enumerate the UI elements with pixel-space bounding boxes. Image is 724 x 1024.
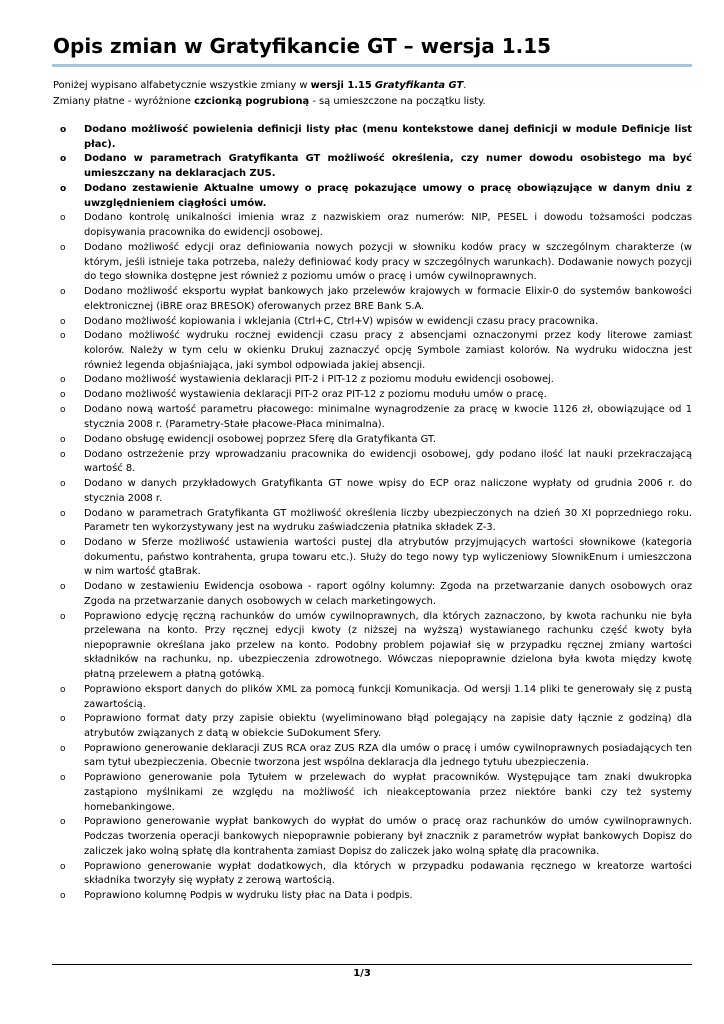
change-item <box>58 403 692 432</box>
bullet-icon: o <box>60 154 67 165</box>
change-item <box>58 182 692 211</box>
change-text: Dodano możliwość wystawienia deklaracji PIT-2 i PIT-12 z poziomu modułu ewidencji osobowej. <box>84 374 554 386</box>
change-item <box>58 580 692 609</box>
change-item <box>58 152 692 181</box>
change-item <box>58 329 692 373</box>
page-title: Opis zmian w Gratyfikancie GT – wersja 1.15 <box>53 34 552 58</box>
bullet-icon: o <box>60 390 66 401</box>
change-text: Poprawiono generowanie wypłat dodatkowych, dla których w przypadku podawania ręcznego w kreatorze wartości składnika tworzyły się wypłaty z zerową wartością. <box>84 860 692 887</box>
change-text: Dodano nową wartość parametru płacowego: minimalne wynagrodzenie za pracę w kwocie 1126 zł, obowiązujące od 1 stycznia 2008 r. (Parametry-Stałe płacowe-Płaca minimalna). <box>84 404 692 430</box>
bullet-icon: o <box>60 405 66 416</box>
change-text: Dodano możliwość wydruku rocznej ewidencji czasu pracy z absencjami oznaczonymi przez kody literowe zamiast kolorów. Należy w tym celu w okienku Drukuj zaznaczyć opcję Symbole zamiast kolorów. Na wydruku widoczna jest również legenda objaśniająca, jaki symbol odpowiada jakiej absencji. <box>84 330 692 371</box>
intro-line-1 <box>53 78 693 94</box>
bullet-icon: o <box>60 479 66 490</box>
intro-line-1-prefix: Poniżej wypisano alfabetycznie wszystkie zmiany w <box>53 80 311 91</box>
change-item <box>58 241 692 285</box>
change-text: Dodano kontrolę unikalności imienia wraz z nazwiskiem oraz numerów: NIP, PESEL i dowodu tożsamości podczas dopisywania pracownika do ewidencji osobowej. <box>84 212 692 239</box>
change-item <box>58 889 692 904</box>
intro-line-2-suffix: - są umieszczone na początku listy. <box>309 96 486 107</box>
change-text: Dodano możliwość powielenia definicji listy płac (menu kontekstowe danej definicji w module Definicje list płac). <box>84 124 692 150</box>
change-item <box>58 610 692 683</box>
change-item <box>58 507 692 536</box>
intro-bold-phrase: czcionką pogrubioną <box>194 96 310 107</box>
bullet-icon: o <box>60 449 66 460</box>
bullet-icon: o <box>60 684 66 695</box>
change-item <box>58 388 692 403</box>
bullet-icon: o <box>60 287 66 298</box>
change-item <box>58 815 692 859</box>
bullet-icon: o <box>60 125 67 135</box>
change-item <box>58 448 692 477</box>
intro-line-1-suffix: . <box>463 80 467 91</box>
bullet-icon: o <box>60 861 66 872</box>
bullet-icon: o <box>60 582 66 593</box>
change-item <box>58 285 692 314</box>
bullet-icon: o <box>60 743 66 754</box>
intro-product: Gratyfikanta GT <box>374 80 464 91</box>
change-text: Dodano w zestawieniu Ewidencja osobowa - raport ogólny kolumny: Zgoda na przetwarzanie danych osobowych oraz Zgoda na przetwarzanie danych osobowych w celach marketingowych. <box>84 581 692 607</box>
change-text: Poprawiono generowanie deklaracji ZUS RCA oraz ZUS RZA dla umów o pracę i umów cywilnoprawnych posiadających ten sam tytuł ubezpieczenia. Obecnie tworzona jest wspólna deklaracja dla jednego tytułu ubezpieczenia. <box>84 742 692 769</box>
bullet-icon: o <box>60 434 66 445</box>
change-text: Dodano możliwość wystawienia deklaracji PIT-2 oraz PIT-12 z poziomu modułu umów o pracę. <box>84 389 547 401</box>
change-text: Dodano zestawienie Aktualne umowy o pracę pokazujące umowy o pracę obowiązujące w danym dniu z uwzględnieniem ciągłości umów. <box>84 182 692 209</box>
bullet-icon: o <box>60 611 66 622</box>
bullet-icon: o <box>60 183 67 194</box>
change-text: Dodano w parametrach Gratyfikanta GT możliwość określenia liczby ubezpieczonych na dzień 30 XI poprzedniego roku. Parametr ten wykorzystywany jest na wydruku zaświadczenia płatnika składek Z-3. <box>84 507 692 534</box>
bullet-icon: o <box>60 316 66 327</box>
change-item <box>58 477 692 506</box>
footer-rule <box>52 964 692 965</box>
change-item <box>58 123 692 152</box>
change-text: Dodano ostrzeżenie przy wprowadzaniu pracownika do ewidencji osobowej, gdy podano ilość lat nauki przekraczającą wartość 8. <box>84 448 692 475</box>
intro-line-2 <box>53 94 693 110</box>
changes-list <box>58 123 692 904</box>
change-item <box>58 211 692 240</box>
bullet-icon: o <box>60 508 66 519</box>
change-text: Poprawiono eksport danych do plików XML za pomocą funkcji Komunikacja. Od wersji 1.14 pliki te generowały się z pustą zawartością. <box>84 683 692 710</box>
change-text: Poprawiono kolumnę Podpis w wydruku listy płac na Data i podpis. <box>84 890 413 901</box>
bullet-icon: o <box>60 773 66 784</box>
change-item <box>58 683 692 712</box>
change-text: Poprawiono generowanie wypłat bankowych do wypłat do umów o pracę oraz rachunków do umów cywilnoprawnych. Podczas tworzenia operacji bankowych niepoprawnie pobierany był znacznik z parametrów wypłat bankowych Dopisz do zaliczek jako wolną spłatę dla kontrahenta zamiast Dopisz do zaliczek jako wolną spłatę dla pracownika. <box>84 816 692 857</box>
change-item <box>58 536 692 580</box>
intro <box>53 78 693 110</box>
bullet-icon: o <box>60 538 66 549</box>
bullet-icon: o <box>60 891 66 901</box>
bullet-icon: o <box>60 213 66 224</box>
bullet-icon: o <box>60 331 66 342</box>
change-text: Dodano obsługę ewidencji osobowej poprzez Sferę dla Gratyfikanta GT. <box>84 433 436 445</box>
title-underline <box>52 64 692 67</box>
change-text: Dodano w Sferze możliwość ustawienia wartości pustej dla atrybutów przyjmujących wartości słownikowe (kategoria dokumentu, państwo kontrahenta, grupa towaru etc.). Służy do tego nowy typ wyliczeniowy SlownikEnum i umieszczona w nim wartość gtaBrak. <box>84 537 692 578</box>
change-text: Dodano możliwość edycji oraz definiowania nowych pozycji w słowniku kodów pracy w szczególnym charakterze (w którym, jeśli istnieje taka potrzeba, należy definiować kody pracy w szczególnych warunkach). Dodawanie nowych pozycji do tego słownika dostępne jest również z poziomu umów o pracę i umów cywilnoprawnych. <box>84 241 692 283</box>
change-item <box>58 712 692 741</box>
change-item <box>58 315 692 330</box>
bullet-icon: o <box>60 714 66 725</box>
change-text: Poprawiono format daty przy zapisie obiektu (wyeliminowano błąd polegający na zapisie daty łącznie z godziną) dla atrybutów związanych z datą w obiekcie SuDokument Sfery. <box>84 713 692 739</box>
change-item <box>58 860 692 889</box>
change-item <box>58 771 692 815</box>
change-text: Poprawiono generowanie pola Tytułem w przelewach do wypłat pracowników. Występujące tam znaki dwukropka zastąpiono myślnikami ze względu na możliwość ich nieakceptowania przez niektóre banki czy też systemy homebankingowe. <box>84 772 692 813</box>
change-text: Dodano możliwość eksportu wypłat bankowych jako przelewów krajowych w formacie Elixir-0 do systemów bankowości elektronicznej (iBRE oraz BRESOK) oferowanych przez BRE Bank S.A. <box>84 286 692 312</box>
bullet-icon: o <box>60 242 66 253</box>
change-item <box>58 433 692 448</box>
bullet-icon: o <box>60 817 66 828</box>
change-text: Dodano możliwość kopiowania i wklejania (Ctrl+C, Ctrl+V) wpisów w ewidencji czasu pracy pracownika. <box>84 315 599 327</box>
intro-version: wersji 1.15 <box>310 80 372 91</box>
change-text: Dodano w danych przykładowych Gratyfikanta GT nowe wpisy do ECP oraz naliczone wypłaty od grudnia 2006 r. do stycznia 2008 r. <box>84 478 692 504</box>
change-item <box>58 373 692 388</box>
change-item <box>58 742 692 771</box>
change-text: Dodano w parametrach Gratyfikanta GT możliwość określenia, czy numer dowodu osobistego ma być umieszczany na deklaracjach ZUS. <box>84 153 692 180</box>
intro-line-2-prefix: Zmiany płatne - wyróżnione <box>53 96 195 107</box>
change-text: Poprawiono edycję ręczną rachunków do umów cywilnoprawnych, dla których zaznaczono, by kwota rachunku nie była przelewana na konto. Przy ręcznej edycji kwoty (z niższej na wyższą) wystawianego rachunku część kwoty była niepoprawnie określana jako przelew na konto. Podobny problem pojawiał się w przypadku ręcznej zmiany wartości składników na rachunku, np. ubezpieczenia zdrowotnego. Wówczas niepoprawnie dzielona była kwota między kwotę płatną przelewem a płatną gotówką. <box>84 610 692 681</box>
page-number: 1/3 <box>353 968 371 979</box>
bullet-icon: o <box>60 375 66 386</box>
